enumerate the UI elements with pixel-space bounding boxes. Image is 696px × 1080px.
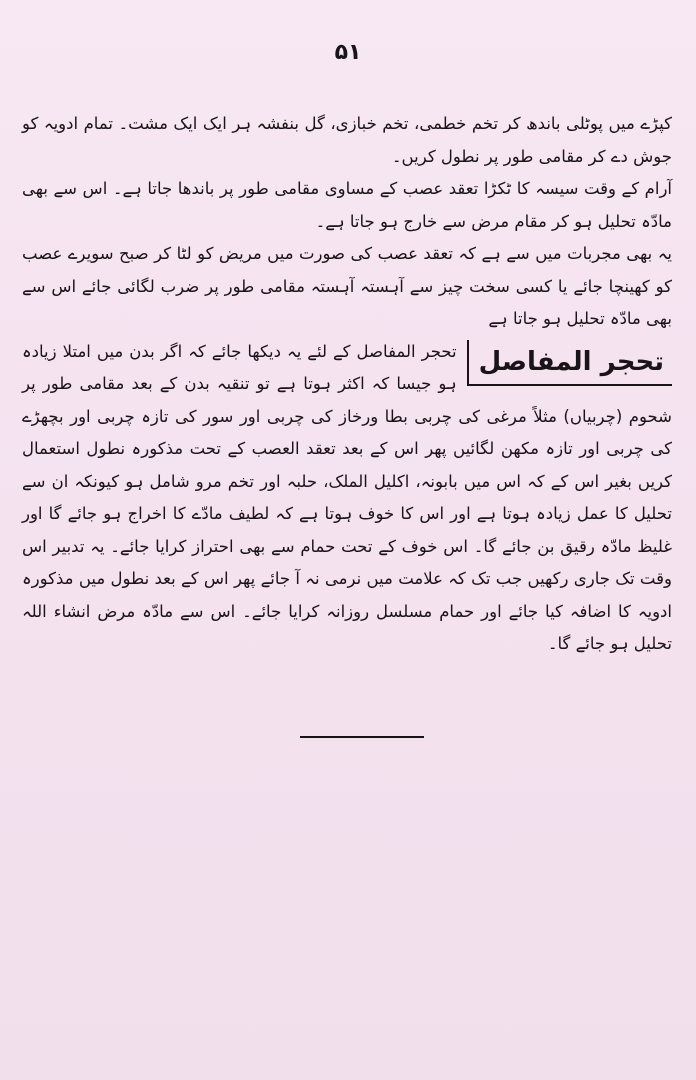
paragraph-nutool: کپڑے میں پوٹلی باندھ کر تخم خطمی، تخم خبازی، گل بنفشہ ہر ایک ایک مشت۔ تمام ادویہ کو جوش دے کر مقامی طور پر نطول کریں۔ (22, 114, 672, 166)
section-heading: تحجر المفاصل (467, 340, 672, 386)
paragraph-lead-piece: آرام کے وقت سیسہ کا ٹکڑا تعقد عصب کے مساوی مقامی طور پر باندھا جاتا ہے۔ اس سے بھی مادّہ تحلیل ہو کر مقام مرض سے خارج ہو جاتا ہے۔ (22, 179, 672, 231)
section-tahajjur-ul-mafasil (22, 336, 672, 661)
page-number: ۵۱ (334, 40, 362, 65)
section-paragraph: تحجر المفاصل کے لئے یہ دیکھا جائے کہ اگر بدن میں امتلا زیادہ ہو جیسا کہ اکثر ہوتا ہے تو تنقیہ بدن کے بعد مقامی طور پر شحوم (چربیاں) مثلاً مرغی کی چربی بطا ورخاز کی چربی اور سور کی تازہ چربی اور بچھڑے کی چربی اور تازہ مکھن لگائیں پھر اس کے بعد تعقد العصب کے تحت مذکورہ نطول استعمال کریں بغیر اس کے کہ اس میں بابونہ، اکلیل الملک، حلبہ اور تخم مرو شامل ہو کیونکہ ان سے تحلیل کا عمل زیادہ ہوتا ہے اور اس کا خوف ہوتا ہے کہ لطیف مادّے کا اخراج ہو جائے گا اور غلیظ مادّہ رقیق بن جائے گا۔ اس خوف کے تحت حمام سے بھی احتراز کرایا جائے۔ یہ تدبیر اس وقت تک جاری رکھیں جب تک کہ علامت میں نرمی نہ آ جائے پھر اس کے بعد نطول میں مذکورہ ادویہ کا اضافہ کیا جائے اور حمام مسلسل روزانہ کرایا جائے۔ اس سے مادّہ مرض انشاء اللہ تحلیل ہو جائے گا۔ (22, 341, 673, 653)
body-text (22, 108, 672, 661)
end-divider (300, 736, 424, 738)
paragraph-tested-method: یہ بھی مجربات میں سے ہے کہ تعقد عصب کی صورت میں مریض کو لٹا کر صبح سویرے عصب کو کھینچا جائے یا کسی سخت چیز سے آہستہ آہستہ مقامی طور پر ضرب لگائی جائے اس سے بھی مادّہ تحلیل ہو جاتا ہے (22, 244, 672, 328)
